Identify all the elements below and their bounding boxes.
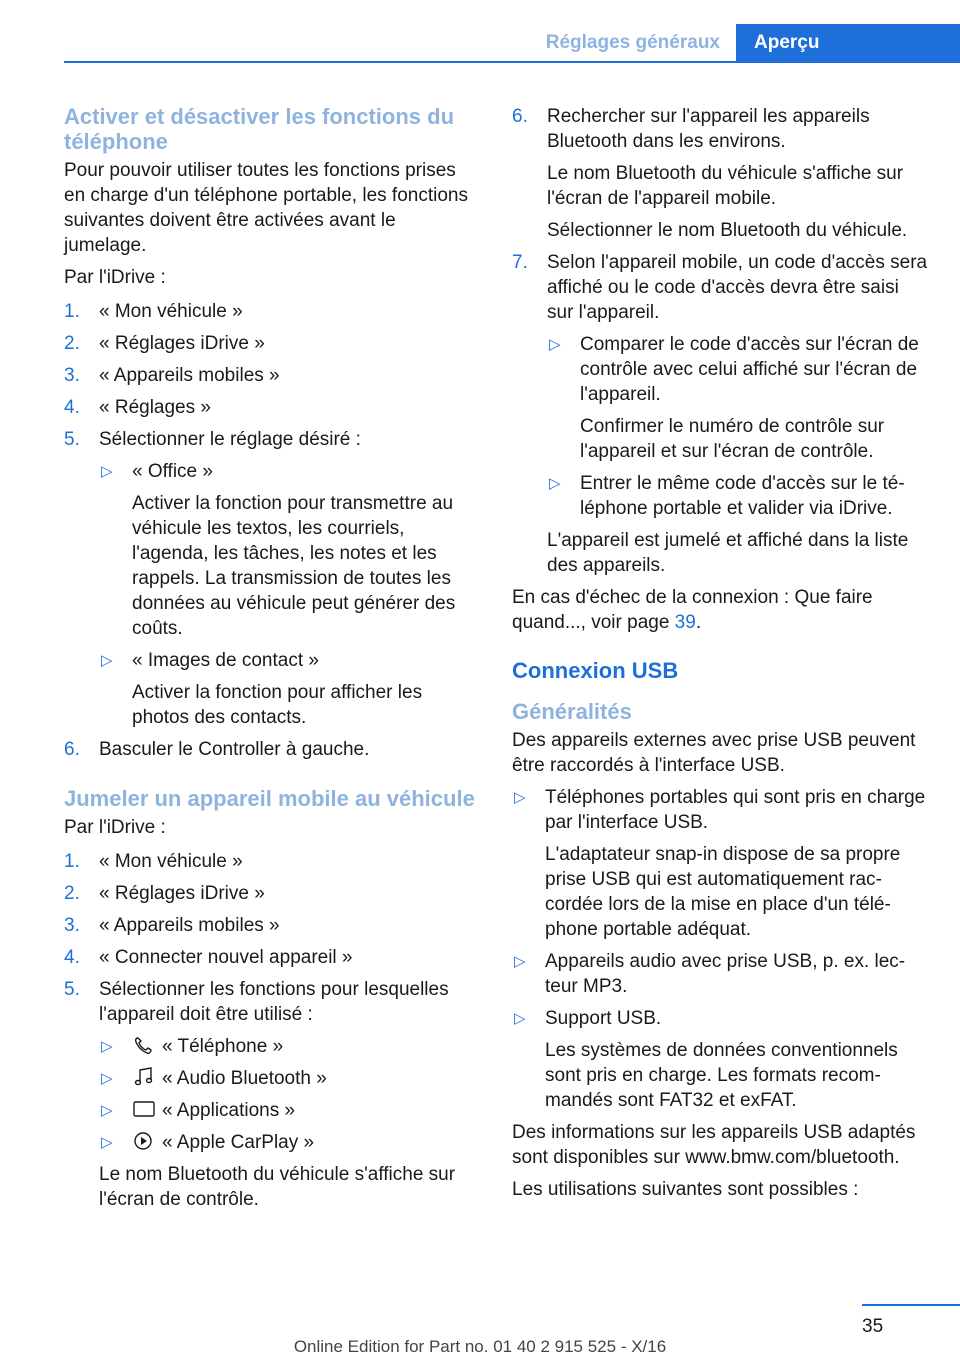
triangle-bullet-icon: ▷: [101, 1070, 113, 1087]
bullet-title: Support USB.: [545, 1008, 662, 1029]
list-item: [64, 945, 480, 970]
header-rule: [64, 61, 960, 63]
step-text: « Réglages »: [99, 397, 211, 418]
step-text: « Réglages iDrive »: [99, 883, 265, 904]
list-item: [64, 737, 480, 762]
sub-list-functions: [99, 1034, 480, 1155]
bullet-title: Entrer le même code d'accès sur le téléphone portable et valider via iDrive.: [580, 473, 905, 519]
triangle-bullet-icon: ▷: [101, 1134, 113, 1151]
function-label: « Téléphone »: [162, 1036, 284, 1057]
header-current-tab: Aperçu: [736, 24, 960, 62]
list-item: [64, 977, 480, 1212]
step-text: Basculer le Controller à gauche.: [99, 739, 370, 760]
triangle-bullet-icon: ▷: [514, 789, 526, 806]
page-link[interactable]: 39: [674, 612, 696, 633]
list-item: [64, 913, 480, 938]
paragraph-activate-intro: Pour pouvoir utiliser toutes les fonctions prises en charge d'un téléphone portable, les fonctions suivantes doivent être activées avant le jumelage.: [64, 160, 468, 256]
step-detail: Le nom Bluetooth du véhicule s'affiche sur l'écran de l'appareil mobile.: [547, 163, 904, 209]
list-item: [512, 104, 928, 243]
step-number: 7.: [512, 252, 528, 273]
heading-activate-phone-functions: Activer et désactiver les fonctions du téléphone: [64, 104, 455, 154]
step-number: 6.: [512, 106, 528, 127]
paragraph-paired: L'appareil est jumelé et affiché dans la liste des appareils.: [547, 530, 909, 576]
paragraph-usb-intro: Des appareils externes avec prise USB peuvent être raccordés à l'interface USB.: [512, 730, 916, 776]
header-section-title: Réglages généraux: [545, 32, 720, 53]
edition-note: Online Edition for Part no. 01 40 2 915 525 - X/16: [293, 1337, 667, 1356]
step-text: Sélectionner le réglage désiré :: [99, 429, 361, 450]
triangle-bullet-icon: ▷: [549, 475, 561, 492]
paragraph-connection-failure: En cas d'échec de la connexion : Que faire quand..., voir page 39.: [512, 587, 873, 633]
bullet-item: [99, 648, 480, 730]
left-column: [64, 104, 480, 1219]
steps-list-continued: [512, 104, 928, 578]
steps-list-activate: [64, 299, 480, 762]
page-header: [0, 24, 960, 62]
phone-icon: [132, 1035, 156, 1055]
bullet-item: [512, 785, 928, 942]
bullet-title: « Office »: [132, 461, 213, 482]
carplay-icon: [132, 1131, 156, 1151]
step-number: 4.: [64, 397, 80, 418]
bullet-title: « Images de contact »: [132, 650, 319, 671]
paragraph-possible-uses: Les utilisations suivantes sont possibles :: [512, 1179, 859, 1200]
triangle-bullet-icon: ▷: [514, 1010, 526, 1027]
bullet-item: [547, 471, 928, 521]
function-label: « Apple CarPlay »: [162, 1132, 315, 1153]
bullet-item: [512, 949, 928, 999]
step-number: 4.: [64, 947, 80, 968]
triangle-bullet-icon: ▷: [101, 652, 113, 669]
step-detail: Sélectionner le nom Bluetooth du véhicule.: [547, 220, 908, 241]
list-item: [64, 299, 480, 324]
list-item: [64, 395, 480, 420]
music-note-icon: [132, 1067, 156, 1087]
bullet-description: Activer la fonction pour transmettre au véhicule les textos, les courriels, l'agenda, les tâches, les notes et les rappels. La transmission de toutes les données au véhicule peut générer des coûts.: [132, 493, 456, 639]
step-number: 3.: [64, 365, 80, 386]
paragraph-usb-info: Des informations sur les appareils USB adaptés sont disponibles sur www.bmw.com/bluetooth.: [512, 1122, 916, 1168]
via-idrive-label: Par l'iDrive :: [64, 267, 166, 288]
step-text: Sélectionner les fonctions pour lesquelles l'appareil doit être utilisé :: [99, 979, 449, 1025]
triangle-bullet-icon: ▷: [514, 953, 526, 970]
function-label: « Audio Bluetooth »: [162, 1068, 327, 1089]
bullet-item: [99, 459, 480, 641]
bullet-title: Téléphones portables qui sont pris en charge par l'interface USB.: [545, 787, 926, 833]
step-text: « Appareils mobiles »: [99, 365, 280, 386]
triangle-bullet-icon: ▷: [101, 463, 113, 480]
step-text: « Réglages iDrive »: [99, 333, 265, 354]
step-number: 1.: [64, 851, 80, 872]
steps-list-pair: [64, 849, 480, 1212]
sub-list-passkey: [547, 332, 928, 521]
step-text: « Appareils mobiles »: [99, 915, 280, 936]
bullet-description: Activer la fonction pour afficher les photos des contacts.: [132, 682, 423, 728]
step-number: 2.: [64, 333, 80, 354]
step-text: Selon l'appareil mobile, un code d'accès sera affiché ou le code d'accès devra être saisi sur l'appareil.: [547, 252, 928, 323]
bullet-description: Confirmer le numéro de contrôle sur l'appareil et sur l'écran de contrôle.: [580, 416, 885, 462]
step-number: 3.: [64, 915, 80, 936]
bullet-item: [99, 1098, 480, 1123]
sub-list-settings: [99, 459, 480, 730]
paragraph-bt-name: Le nom Bluetooth du véhicule s'affiche sur l'écran de contrôle.: [99, 1164, 456, 1210]
triangle-bullet-icon: ▷: [549, 336, 561, 353]
bullet-title: Appareils audio avec prise USB, p. ex. lecteur MP3.: [545, 951, 906, 997]
heading-usb-connection: Connexion USB: [512, 658, 679, 683]
list-item: [512, 250, 928, 578]
page-number: 35: [862, 1316, 884, 1337]
step-number: 2.: [64, 883, 80, 904]
heading-general: Généralités: [512, 699, 632, 724]
bullet-item: [547, 332, 928, 464]
bullet-description: Les systèmes de données conventionnels sont pris en charge. Les formats recommandés sont FAT32 et exFAT.: [545, 1040, 898, 1111]
list-item: [64, 849, 480, 874]
via-idrive-label: Par l'iDrive :: [64, 817, 166, 838]
heading-pair-mobile-device: Jumeler un appareil mobile au véhicule: [64, 786, 475, 811]
bullet-item: [99, 1130, 480, 1155]
step-text: « Connecter nouvel appareil »: [99, 947, 353, 968]
step-number: 5.: [64, 429, 80, 450]
list-item: [64, 363, 480, 388]
bullet-item: [99, 1034, 480, 1059]
step-text: Rechercher sur l'appareil les appareils Bluetooth dans les environs.: [547, 106, 870, 152]
triangle-bullet-icon: ▷: [101, 1102, 113, 1119]
apps-icon: [132, 1099, 156, 1119]
list-item: [64, 331, 480, 356]
step-number: 6.: [64, 739, 80, 760]
step-text: « Mon véhicule »: [99, 851, 243, 872]
bullet-title: Comparer le code d'accès sur l'écran de contrôle avec celui affiché sur l'écran de l'appareil.: [580, 334, 919, 405]
bullet-description: L'adaptateur snap-in dispose de sa propre prise USB qui est automatiquement raccordée lors de la mise en place d'un téléphone portable adéquat.: [545, 844, 901, 940]
step-number: 1.: [64, 301, 80, 322]
bullet-item: [512, 1006, 928, 1113]
list-item: [64, 881, 480, 906]
footer-rule: [862, 1304, 960, 1306]
step-number: 5.: [64, 979, 80, 1000]
function-label: « Applications »: [162, 1100, 296, 1121]
right-column: [512, 104, 928, 1209]
bullet-item: [99, 1066, 480, 1091]
step-text: « Mon véhicule »: [99, 301, 243, 322]
list-item: [64, 427, 480, 730]
triangle-bullet-icon: ▷: [101, 1038, 113, 1055]
usb-devices-list: [512, 785, 928, 1113]
